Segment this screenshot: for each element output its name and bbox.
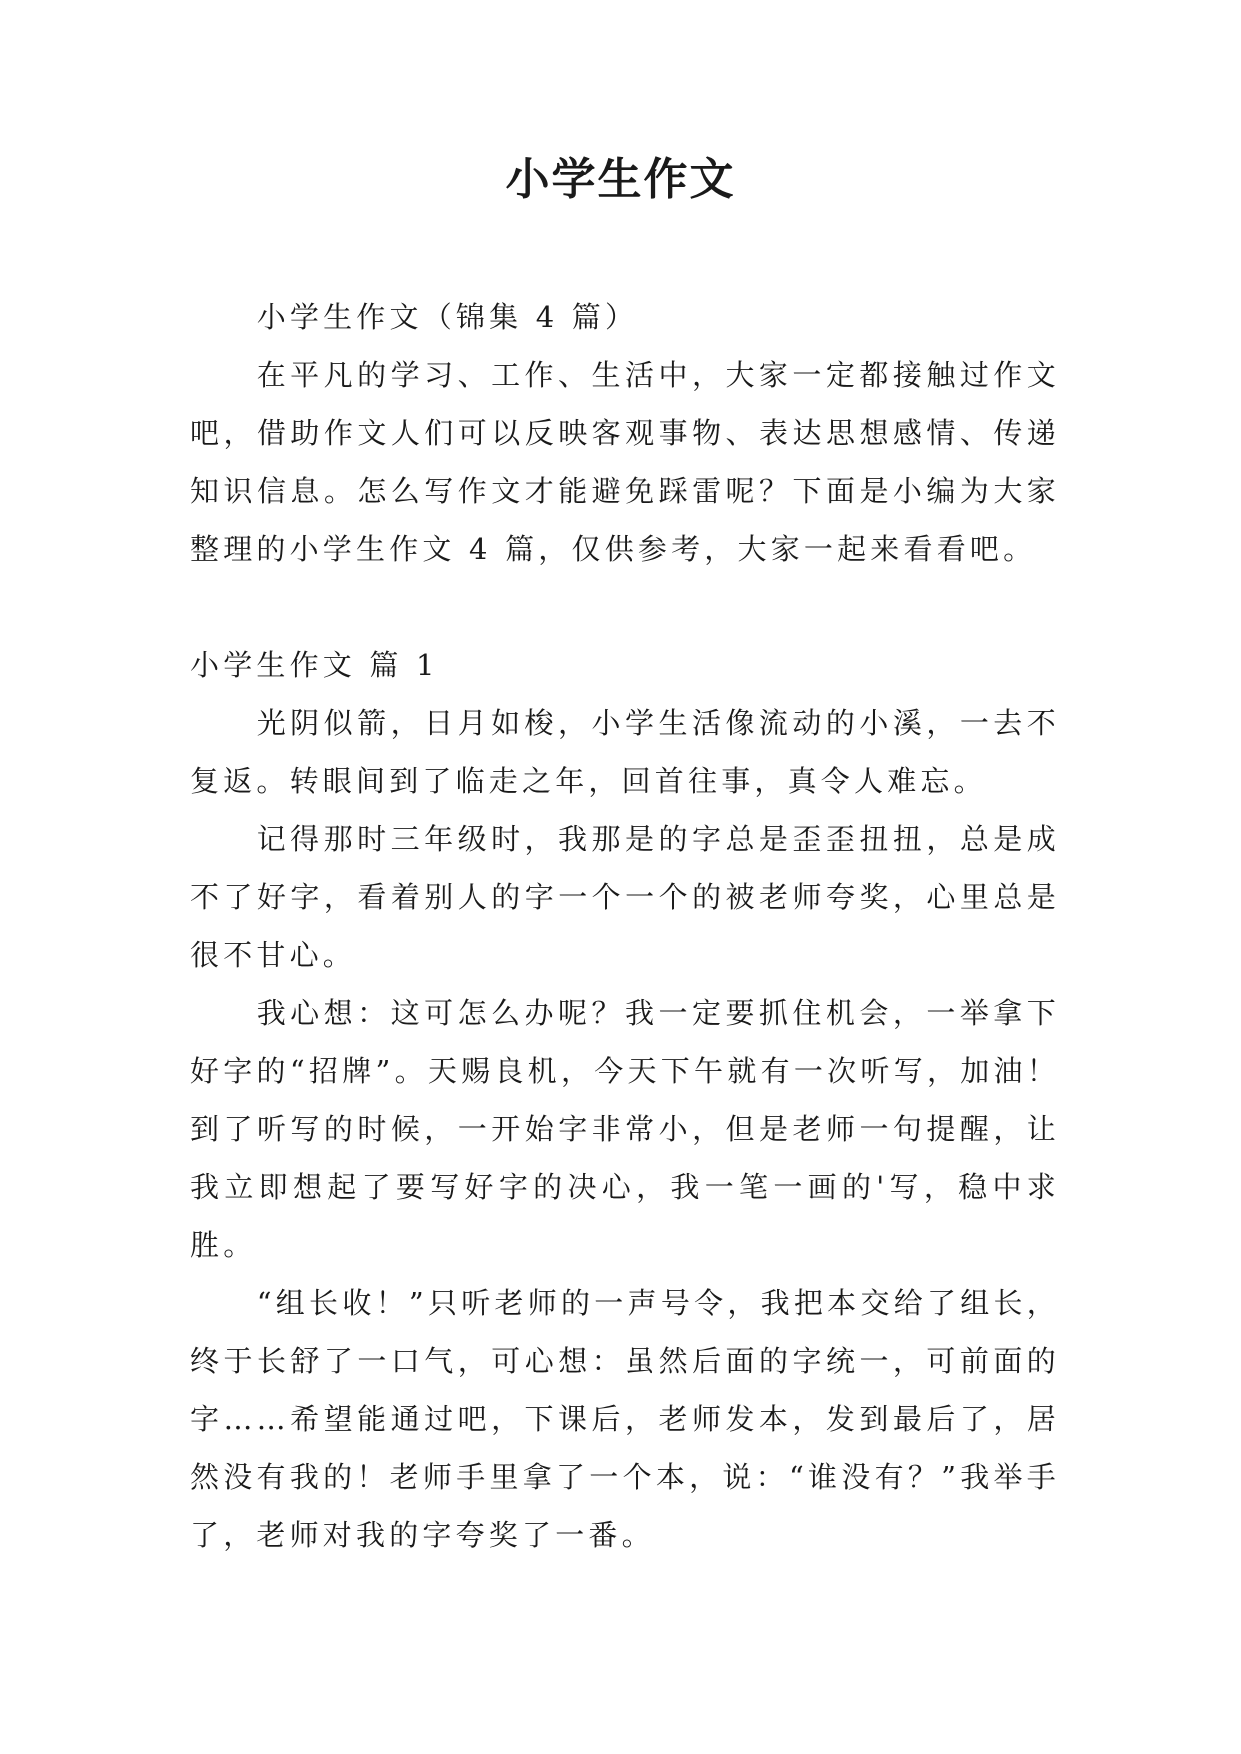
body-paragraph: “组长收！”只听老师的一声号令，我把本交给了组长，终于长舒了一口气，可心想：虽然后面的字统一，可前面的字……希望能通过吧，下课后，老师发本，发到最后了，居然没有我的！老师手里拿了一个本，说：“谁没有？”我举手了，老师对我的字夸奖了一番。 [190, 1286, 1060, 1552]
section-heading: 小学生作文 篇 1 [190, 648, 439, 682]
document-body [190, 288, 1060, 1564]
body-paragraph: 我心想：这可怎么办呢？我一定要抓住机会，一举拿下好字的“招牌”。天赐良机，今天下午就有一次听写，加油！到了听写的时候，一开始字非常小，但是老师一句提醒，让我立即想起了要写好字的决心，我一笔一画的'写，稳中求胜。 [190, 996, 1060, 1262]
body-paragraph: 光阴似箭，日月如梭，小学生活像流动的小溪，一去不复返。转眼间到了临走之年，回首往事，真令人难忘。 [190, 706, 1060, 798]
body-paragraph: 记得那时三年级时，我那是的字总是歪歪扭扭，总是成不了好字，看着别人的字一个一个的被老师夸奖，心里总是很不甘心。 [190, 822, 1060, 972]
section-spacer [190, 578, 1060, 636]
document-subtitle: 小学生作文（锦集 4 篇） [256, 300, 639, 334]
document-title: 小学生作文 [505, 154, 736, 205]
intro-paragraph: 在平凡的学习、工作、生活中，大家一定都接触过作文吧，借助作文人们可以反映客观事物、表达思想感情、传递知识信息。怎么写作文才能避免踩雷呢？下面是小编为大家整理的小学生作文 4 篇，仅供参考，大家一起来看看吧。 [190, 358, 1060, 566]
